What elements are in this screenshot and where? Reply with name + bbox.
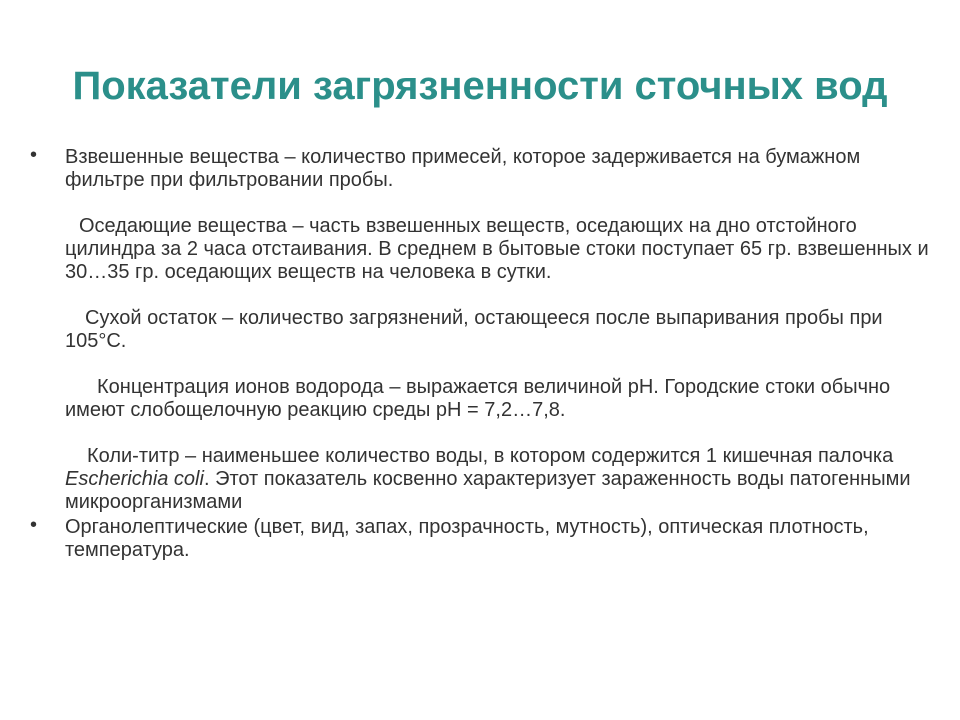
bullet-icon: • <box>30 514 38 536</box>
paragraph-dry-residue: Сухой остаток – количество загрязнений, остающееся после выпаривания пробы при 105°С. <box>65 307 883 352</box>
coli-species-name: Escherichia coli <box>65 468 204 490</box>
bullet-item-organoleptic <box>30 516 935 562</box>
bullet-item-suspended-solids <box>30 146 935 514</box>
paragraph-suspended-solids: Взвешенные вещества – количество примесей, которое задерживается на бумажном фильтре при фильтровании пробы. <box>65 146 861 191</box>
paragraph-hydrogen-ions: Концентрация ионов водорода – выражается величиной рН. Городские стоки обычно имеют слобощелочную реакцию среды рН = 7,2…7,8. <box>65 376 891 421</box>
slide-title: Показатели загрязненности сточных вод <box>72 64 888 108</box>
paragraph-organoleptic: Органолептические (цвет, вид, запах, прозрачность, мутность), оптическая плотность, температура. <box>65 516 869 561</box>
slide-content <box>30 146 935 562</box>
coli-text-start: Коли-титр – наименьшее количество воды, в котором содержится 1 кишечная палочка <box>87 445 894 467</box>
paragraph-settleable-solids: Оседающие вещества – часть взвешенных веществ, оседающих на дно отстойного цилиндра за 2 часа отстаивания. В среднем в бытовые стоки поступает 65 гр. взвешенных и 30…35 гр. оседающих веществ на человека в сутки. <box>65 215 929 283</box>
paragraph-coli-titer <box>65 445 935 514</box>
bullet-icon: • <box>30 144 38 166</box>
coli-text-end: . Этот показатель косвенно характеризует зараженность воды патогенными микроорганизмами <box>65 468 911 513</box>
